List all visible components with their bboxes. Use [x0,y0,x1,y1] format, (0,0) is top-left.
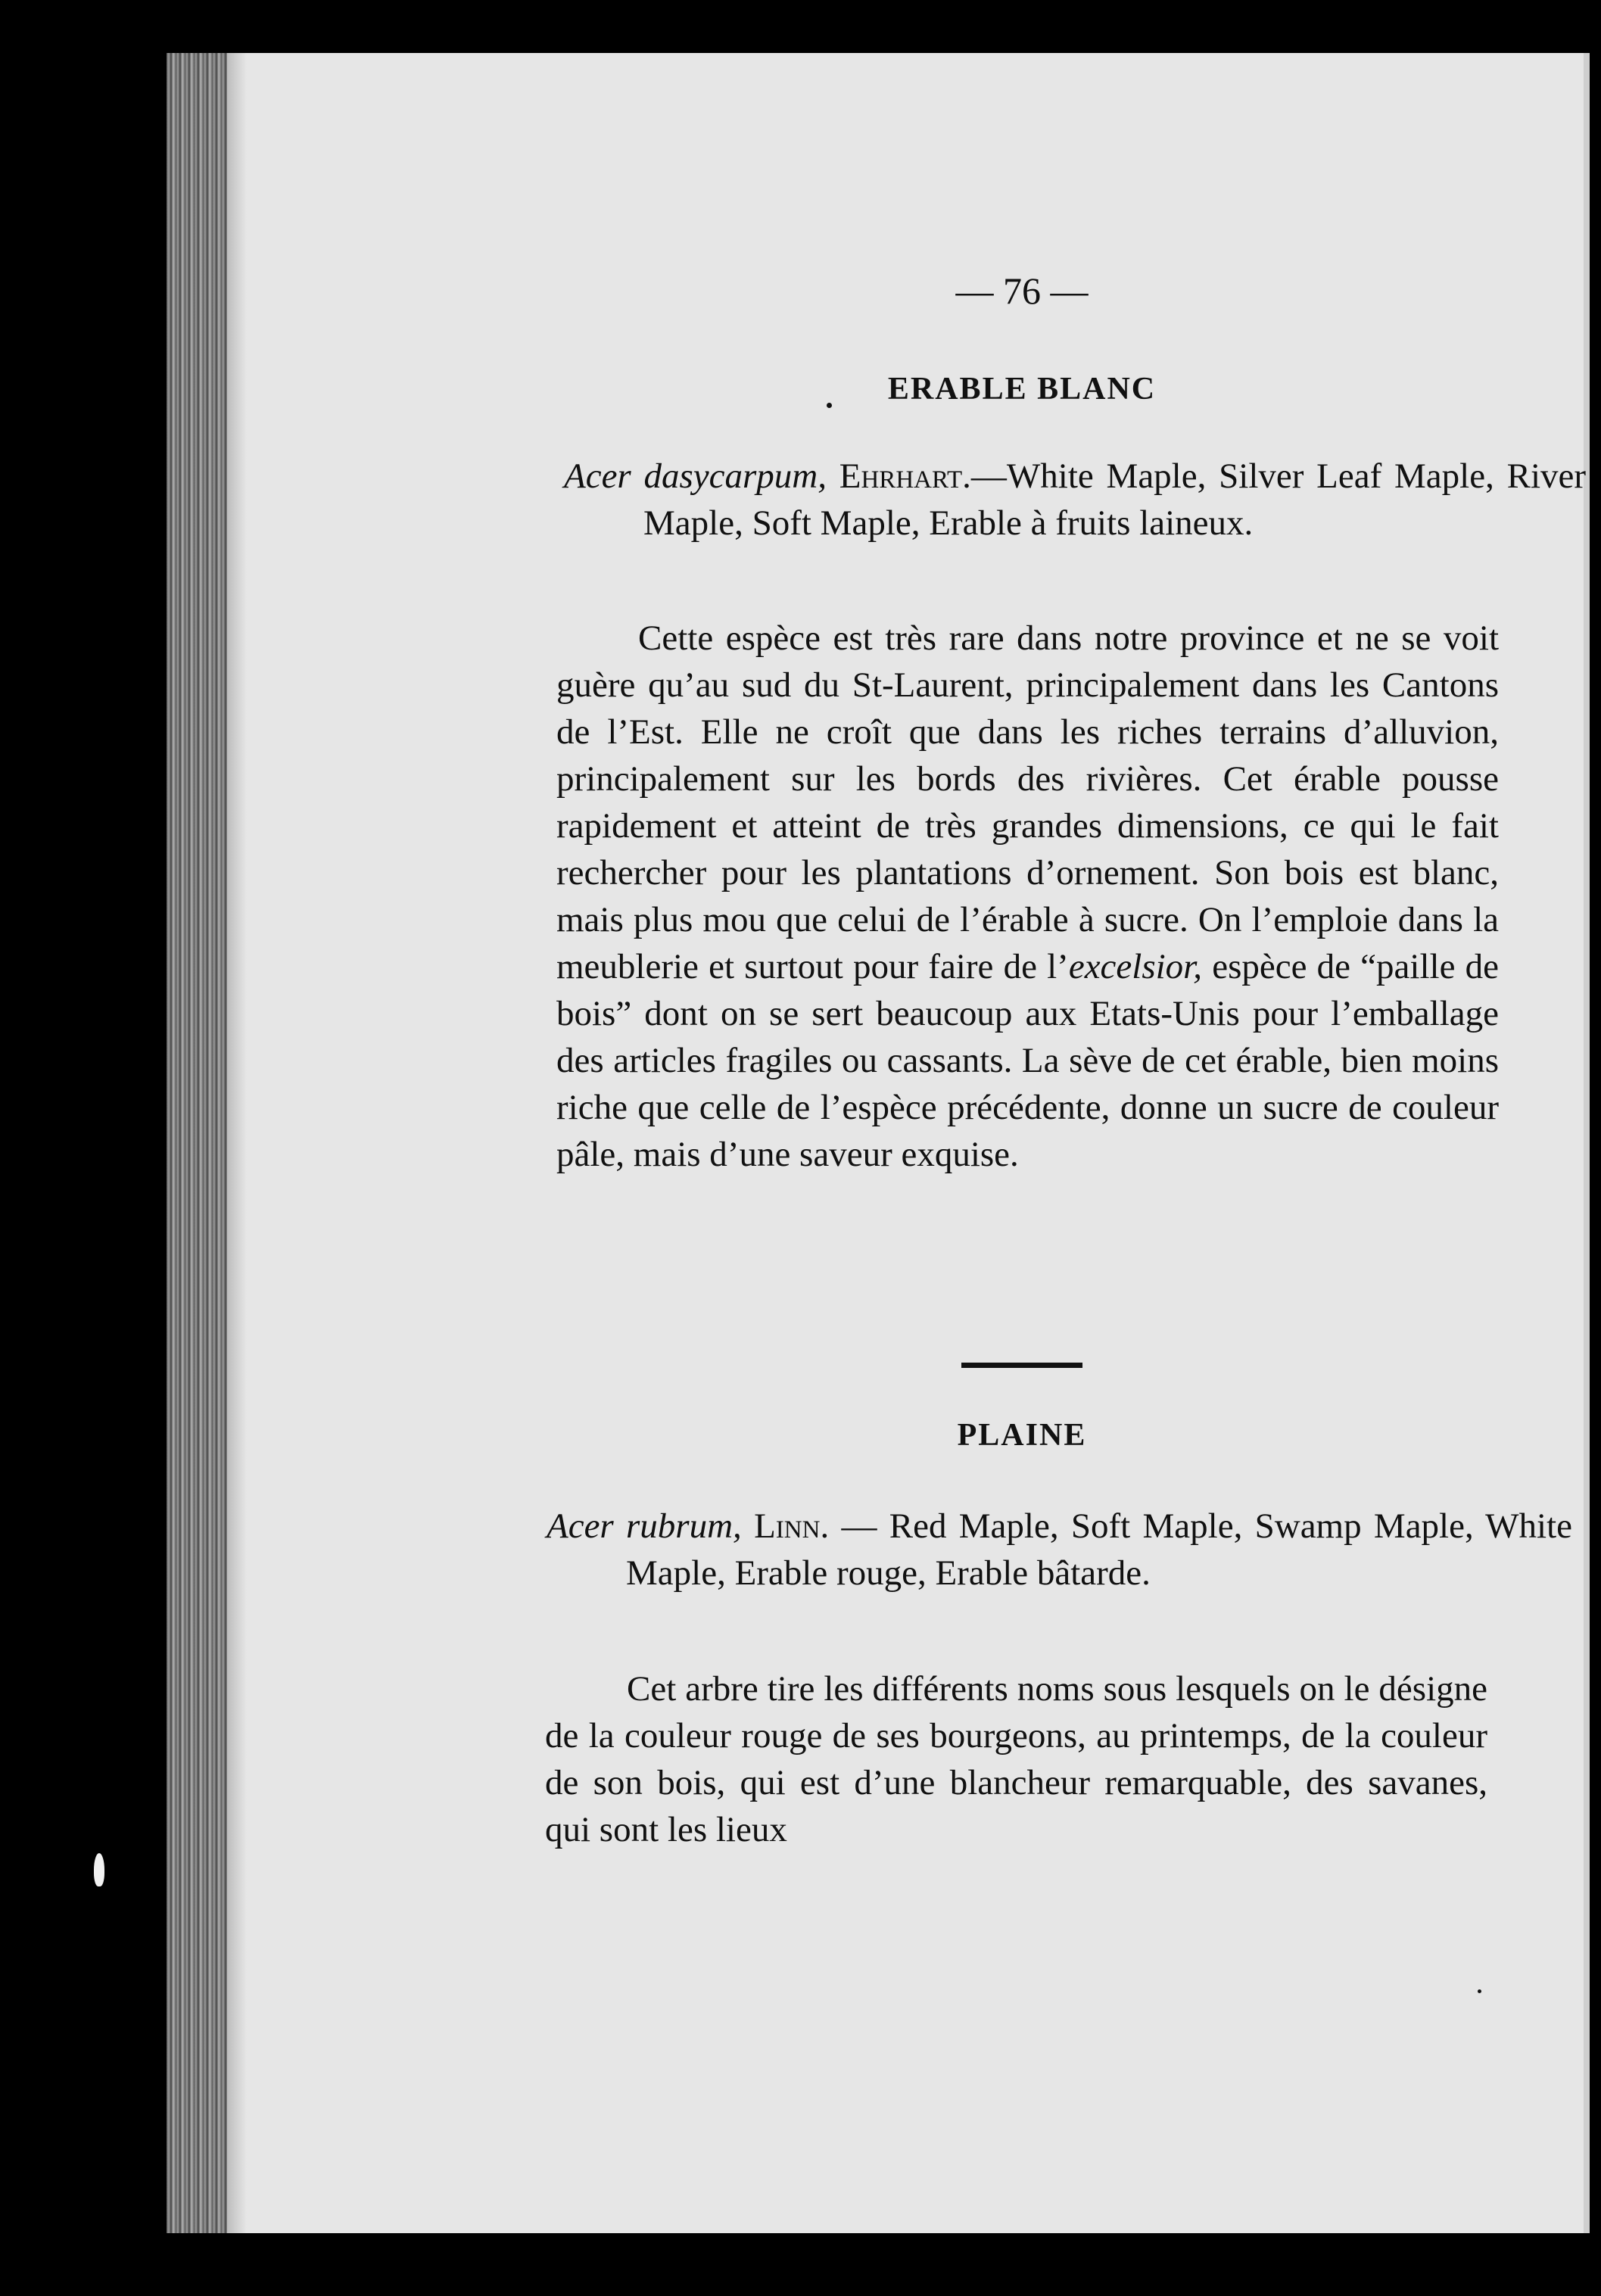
section-divider [961,1363,1082,1368]
botanical-author: Linn. [754,1506,830,1546]
description-paragraph-erable-blanc [556,615,1499,1178]
botanical-author: Ehrhart. [839,456,971,496]
paragraph-text: Cette espèce est très rare dans notre province et ne se voit guère qu’au sud du St-Laurent, principalement dans les Cantons de l’Est. Elle ne croît que dans les riches terrains d’alluvion, principalement sur les bords des rivières. Cet érable pousse rapidement et atteint de très grandes dimensions, ce qui le fait rechercher pour les plantations d’ornement. Son bois est blanc, mais plus mou que celui de l’érable à sucre. On l’emploie dans la meublerie et surtout pour faire de l’ [556,618,1499,986]
print-speck [827,403,832,408]
page-gutter-shadow [227,53,247,2233]
species-entry-acer-dasycarpum [564,453,1586,547]
description-paragraph-plaine: Cet arbre tire les différents noms sous lesquels on le désigne de la couleur rouge de ses bourgeons, au printemps, de la couleur de son bois, qui est d’une blancheur remarquable, des savanes, qui sont les lieux [545,1669,1487,1849]
species-entry-acer-rubrum [547,1503,1572,1597]
scan-artifact [94,1853,104,1886]
italic-term: excelsior, [1068,947,1203,986]
section-heading-erable-blanc: ERABLE BLANC [887,372,1157,407]
common-names: — Red Maple, Soft Maple, Swamp Maple, White Maple, Erable rouge, Erable bâtarde. [626,1506,1572,1593]
latin-name: Acer rubrum, [547,1506,742,1546]
common-names: —White Maple, Silver Leaf Maple, River Maple, Soft Maple, Erable à fruits laineux. [643,456,1587,543]
paragraph-text-continued: espèce de “paille de bois” dont on se sert beaucoup aux Etats-Unis pour l’emballage des articles fragiles ou cassants. La sève de cet érable, bien moins riche que celle de l’espèce précédente, donne un sucre de couleur pâle, mais d’une saveur exquise. [556,947,1499,1174]
page-stack-edge [167,53,227,2233]
latin-name: Acer dasycarpum, [564,456,827,496]
page-number: — 76 — [955,269,1089,312]
page-right-edge [1584,53,1590,2233]
print-speck [1478,1989,1481,1993]
section-heading-plaine: PLAINE [957,1418,1087,1453]
